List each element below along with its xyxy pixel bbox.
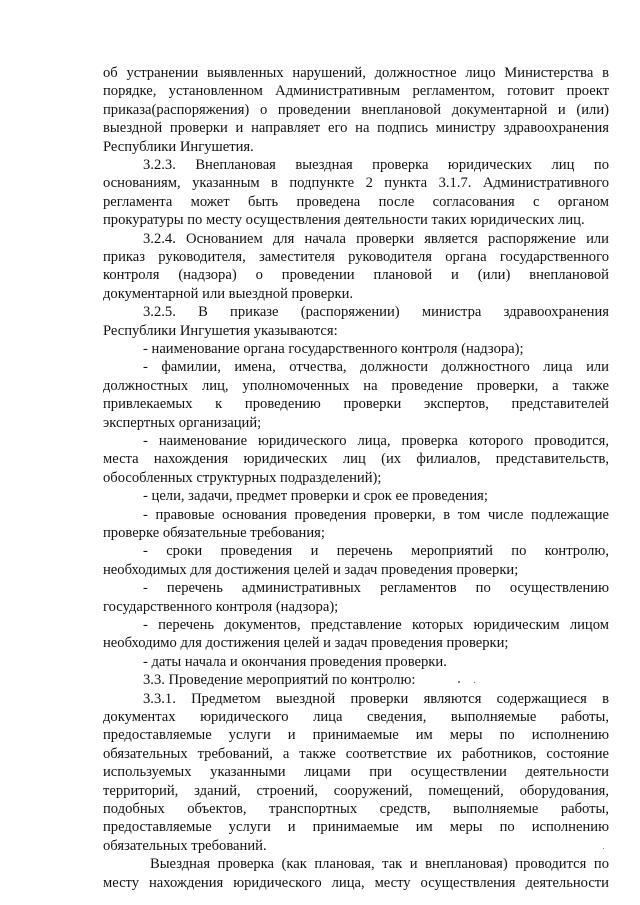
section-heading: 3.3. Проведение мероприятий по контролю: [143, 672, 416, 689]
text-line: подобных объектов, транспортных средств, выполняемые работы, [103, 801, 609, 817]
text-line: 3.3.1. Предметом выездной проверки являются содержащиеся в [143, 690, 609, 707]
text-line: Республики Ингушетия. [103, 138, 254, 155]
text-line: приказ руководителя, заместителя руководителя органа государственного [103, 249, 609, 265]
text-line: используемых указанными лицами при осуществлении деятельности [103, 764, 609, 781]
text-line: Выездная проверка (как плановая, так и внеплановая) проводится по [150, 856, 609, 873]
text-line: предоставляемые услуги и принимаемые им меры по исполнению [103, 727, 609, 744]
text-line: приказа(распоряжения) о проведении внеплановой документарной и (или) [103, 101, 609, 118]
text-line: документах юридического лица сведения, выполняемые работы, [103, 709, 609, 725]
scan-speck [603, 848, 604, 849]
text-line: должностных лиц, уполномоченных на проведение проверки, а также [103, 377, 609, 394]
list-item: - наименование юридического лица, проверка которого проводится, [143, 433, 609, 449]
text-line: обособленных структурных подразделений); [103, 469, 382, 486]
text-line: регламента может быть проведена после согласования с органом [103, 193, 609, 210]
text-line: месту нахождения юридического лица, месту осуществления деятельности [103, 874, 609, 891]
list-item: - сроки проведения и перечень мероприятий по контролю, [143, 543, 609, 560]
list-item: - перечень административных регламентов по осуществлению [143, 580, 609, 597]
text-line: экспертных организаций; [103, 414, 262, 431]
list-item: - правовые основания проведения проверки, в том числе подлежащие [143, 506, 609, 523]
list-item: - цели, задачи, предмет проверки и срок ее проведения; [143, 488, 488, 505]
text-line: обязательных требований. [103, 837, 267, 854]
text-line: 3.2.3. Внеплановая выездная проверка юридических лиц по [143, 157, 609, 173]
text-line: предоставляемые услуги и принимаемые им меры по исполнению [103, 819, 609, 836]
text-line: 3.2.4. Основанием для начала проверки является распоряжение или [143, 230, 609, 247]
text-line: об устранении выявленных нарушений, должностное лицо Министерства в [103, 65, 609, 81]
text-line: Республики Ингушетия указываются: [103, 322, 338, 339]
text-line: основаниям, указанным в подпункте 2 пункта 3.1.7. Административного [103, 175, 609, 192]
text-line: обязательных требований, а также соответствие их работников, состояние [103, 745, 609, 762]
list-item: - перечень документов, представление которых юридическим лицом [143, 617, 609, 633]
text-line: государственного контроля (надзора); [103, 598, 339, 615]
text-line: необходимо для достижения целей и задач проведения проверки; [103, 635, 509, 652]
text-line: места нахождения юридических лиц (их филиалов, представительств, [103, 451, 609, 468]
text-line: прокуратуры по месту осуществления деятельности таких юридических лиц. [103, 212, 585, 229]
text-line: необходимых для достижения целей и задач проведения проверки; [103, 561, 519, 578]
text-line: территорий, зданий, строений, сооружений, помещений, оборудования, [103, 782, 609, 799]
list-item: - фамилии, имена, отчества, должности должностного лица или [143, 359, 609, 376]
text-line: выездной проверки и направляет его на подпись министру здравоохранения [103, 120, 609, 137]
text-line: привлекаемых к проведению проверки экспертов, представителей [103, 396, 609, 413]
text-line: документарной или выездной проверки. [103, 285, 354, 302]
text-line: контроля (надзора) о проведении плановой и (или) внеплановой [103, 267, 609, 284]
scan-speck [458, 681, 460, 683]
text-line: порядке, установленном Административным регламентом, готовит проект [103, 83, 609, 100]
text-line: проверке обязательные требования; [103, 525, 325, 541]
scan-speck [474, 682, 475, 683]
list-item: - даты начала и окончания проведения проверки. [143, 653, 447, 670]
list-item: - наименование органа государственного контроля (надзора); [143, 341, 524, 357]
text-line: 3.2.5. В приказе (распоряжении) министра здравоохранения [143, 304, 609, 321]
